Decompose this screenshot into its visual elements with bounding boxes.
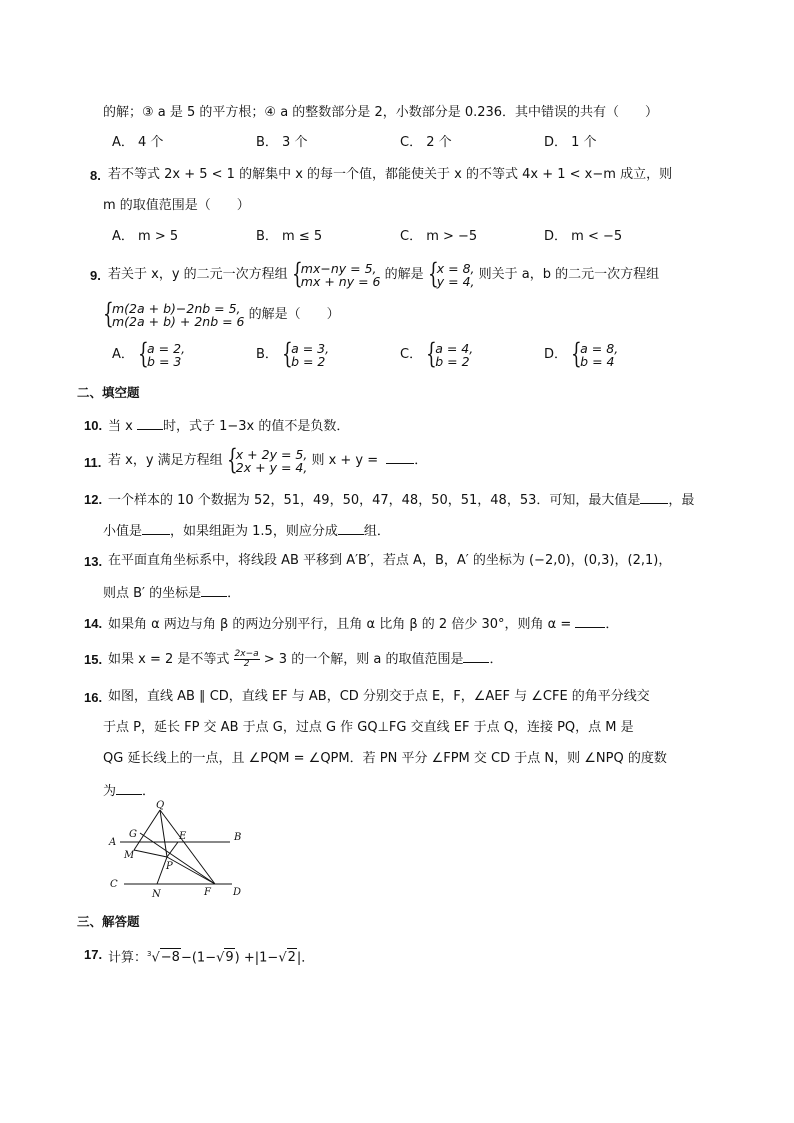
q9-line2 (103, 298, 340, 332)
q10-text-a: 当 x (108, 419, 137, 434)
q9-sys1-row2: mx + ny = 6 (300, 273, 381, 289)
q14-answer-blank[interactable] (575, 614, 605, 628)
q13-text-a: 则点 B′ 的坐标是 (103, 586, 202, 601)
q13-line2 (103, 583, 240, 603)
q9-option-c-row1: a = 4, (435, 340, 474, 356)
q9-sys2-row1: x = 8, (436, 260, 475, 276)
q9-option-a-label: A． (112, 347, 134, 362)
q9-number: 9. (90, 268, 101, 283)
figure-label-b: B (234, 832, 242, 843)
line-ef (160, 810, 215, 884)
q9-mid: 的解是 (384, 267, 424, 282)
q15-frac-numerator: 2x−a (234, 649, 259, 659)
q9-option-d-row2: b = 4 (580, 353, 615, 369)
q7-option-a: A． 4 个 (112, 135, 164, 150)
line-pf (167, 857, 215, 884)
q10-text (108, 416, 349, 436)
q17-radicand-2: 9 (225, 950, 234, 966)
q9-option-d-system: { a = 8, b = 4 (571, 336, 619, 370)
q14-text-b: ． (605, 617, 619, 632)
q7-tail: 的解；③ a 是 5 的平方根；④ a 的整数部分是 2，小数部分是 0.236．其中错误的共有（ ） (103, 105, 659, 120)
q9-post: 则关于 a，b 的二元一次方程组 (478, 267, 660, 282)
section-3-heading: 三、解答题 (77, 914, 140, 929)
q13-text-b: ． (227, 586, 241, 601)
figure-label-g: G (129, 829, 137, 840)
q9-post2: 的解是（ ） (248, 307, 340, 322)
q11-sys-row1: x + 2y = 5, (235, 446, 308, 462)
q16-line1: 如图，直线 AB ∥ CD，直线 EF 与 AB，CD 分别交于点 E，F，∠AEF 与 ∠CFE 的角平分线交 (108, 689, 650, 704)
q9-system-3: { m(2a + b)−2nb = 5, m(2a + b) + 2nb = 6 (103, 296, 245, 330)
q15-text-b: > 3 的一个解，则 a 的取值范围是 (263, 652, 464, 667)
q11-system: { x + 2y = 5, 2x + y = 4, (226, 442, 308, 476)
q8-option-c: C． m > −5 (400, 229, 478, 244)
q13-number: 13. (84, 554, 103, 569)
q8-option-a: A． m > 5 (112, 229, 179, 244)
q9-option-b-row2: b = 2 (291, 353, 326, 369)
q17-radicand-3: 2 (287, 950, 296, 966)
q12-number: 12. (84, 492, 103, 507)
q9-option-a-row1: a = 2, (147, 340, 186, 356)
q11-text-a: 若 x，y 满足方程组 (108, 453, 223, 468)
q16-line2: 于点 P，延长 FP 交 AB 于点 G，过点 G 作 GQ⊥FG 交直线 EF 于点 Q，连接 PQ，点 M 是 (103, 720, 634, 735)
q16-line4 (103, 781, 155, 801)
section-2-heading: 二、填空题 (77, 385, 140, 400)
q17-text-c: ) +|1− (234, 950, 279, 966)
line-pq (160, 810, 167, 857)
q11-text (108, 444, 427, 478)
q15-text-a: 如果 x = 2 是不等式 (108, 652, 230, 667)
line-pm (134, 850, 167, 857)
line-fg (140, 833, 215, 884)
q17-text-a: 计算： (108, 950, 148, 966)
q9-sys3-row1: m(2a + b)−2nb = 5, (112, 300, 241, 316)
figure-label-q: Q (156, 800, 165, 811)
q9-option-b-system: { a = 3, b = 2 (282, 336, 330, 370)
q9-option-c-system: { a = 4, b = 2 (426, 336, 474, 370)
figure-label-n: N (152, 889, 161, 900)
q12-line2 (103, 521, 390, 541)
q16-answer-blank[interactable] (116, 781, 142, 795)
q15-answer-blank[interactable] (463, 649, 489, 663)
q7-option-d: D． 1 个 (544, 135, 597, 150)
q17-radicand-1: −8 (160, 950, 180, 966)
q7-option-c: C． 2 个 (400, 135, 452, 150)
q15-number: 15. (84, 652, 103, 667)
q12-text-b: ，最 (668, 493, 695, 508)
q17-text-d: |． (296, 950, 315, 966)
figure-label-m: M (124, 850, 135, 861)
q9-option-a-row2: b = 3 (147, 353, 182, 369)
figure-label-e: E (179, 831, 187, 842)
q10-text-b: 时，式子 1−3x 的值不是负数． (162, 419, 350, 434)
q8-option-b: B． m ≤ 5 (256, 229, 323, 244)
q13-line1: 在平面直角坐标系中，将线段 AB 平移到 A′B′，若点 A，B，A′ 的坐标为 (−2,0)，(0,3)，(2,1)， (108, 553, 672, 568)
q9-option-b (256, 338, 329, 372)
q9-option-d-label: D． (544, 347, 568, 362)
q16-line3: QG 延长线上的一点，且 ∠PQM = ∠QPM．若 PN 平分 ∠FPM 交 CD 于点 N，则 ∠NPQ 的度数 (103, 751, 667, 766)
q11-text-b: 则 x + y = (311, 453, 383, 468)
q9-option-a (112, 338, 185, 372)
q10-answer-blank[interactable] (137, 416, 163, 430)
q12-groups-blank[interactable] (338, 521, 364, 535)
q9-system-1: { mx−ny = 5, mx + ny = 6 (291, 256, 381, 290)
q9-option-b-row1: a = 3, (291, 340, 330, 356)
q13-answer-blank[interactable] (201, 583, 227, 597)
q15-text-c: ． (489, 652, 503, 667)
q12-text-e: 组． (363, 524, 390, 539)
q14-number: 14. (84, 616, 103, 631)
q16-number: 16. (84, 690, 103, 705)
q12-max-blank[interactable] (640, 490, 668, 504)
q9-sys1-row1: mx−ny = 5, (300, 260, 377, 276)
q16-text-b: ． (142, 784, 156, 799)
q17-text-b: −(1− (180, 950, 217, 966)
q11-answer-blank[interactable] (386, 450, 414, 464)
q9-option-c (400, 338, 473, 372)
figure-label-p: P (166, 861, 173, 872)
q9-option-c-label: C． (400, 347, 423, 362)
q17-number: 17. (84, 947, 103, 962)
q9-option-d-row1: a = 8, (580, 340, 619, 356)
figure-label-c: C (110, 879, 118, 890)
q9-sys3-row2: m(2a + b) + 2nb = 6 (112, 313, 245, 329)
q15-frac-denominator: 2 (243, 659, 250, 669)
figure-label-f: F (204, 887, 211, 898)
q9-pre: 若关于 x，y 的二元一次方程组 (108, 267, 288, 282)
q8-line2: m 的取值范围是（ ） (103, 198, 250, 213)
q16-geometry-figure (100, 800, 260, 905)
q16-text-a: 为 (103, 784, 117, 799)
q9-option-a-system: { a = 2, b = 3 (138, 336, 186, 370)
q10-number: 10. (84, 418, 103, 433)
q9-option-c-row2: b = 2 (435, 353, 470, 369)
q8-option-d: D． m < −5 (544, 229, 623, 244)
q11-number: 11. (84, 455, 102, 470)
q9-option-b-label: B． (256, 347, 278, 362)
q8-line1: 若不等式 2x + 5 < 1 的解集中 x 的每一个值，都能使关于 x 的不等式 4x + 1 < x−m 成立，则 (108, 167, 673, 182)
q14-text-a: 如果角 α 两边与角 β 的两边分别平行，且角 α 比角 β 的 2 倍少 30°，则角 α = (108, 617, 576, 632)
q17-cube-root-index: 3 (147, 950, 152, 958)
q9-system-2: { x = 8, y = 4, (427, 256, 475, 290)
q11-text-c: ． (414, 453, 428, 468)
q15-fraction (234, 650, 260, 669)
q8-number: 8. (90, 168, 101, 183)
q12-text-a: 一个样本的 10 个数据为 52，51，49，50，47，48，50，51，48，53．可知，最大值是 (108, 493, 641, 508)
q12-min-blank[interactable] (142, 521, 170, 535)
q9-line1 (108, 258, 659, 292)
q11-sys-row2: 2x + y = 4, (235, 459, 308, 475)
q15-text (108, 646, 502, 674)
q9-sys2-row2: y = 4, (436, 273, 475, 289)
q9-option-d (544, 338, 618, 372)
q17-text: 计算：$^3$√−8−(1−√9) +|1−√2|． (108, 950, 315, 966)
figure-label-d: D (233, 887, 242, 898)
figure-label-a: A (109, 837, 117, 848)
q14-text (108, 614, 618, 634)
q12-text-c: 小值是 (103, 524, 143, 539)
q7-option-b: B． 3 个 (256, 135, 308, 150)
q12-line1 (108, 490, 694, 510)
q12-text-d: ，如果组距为 1.5，则应分成 (170, 524, 338, 539)
